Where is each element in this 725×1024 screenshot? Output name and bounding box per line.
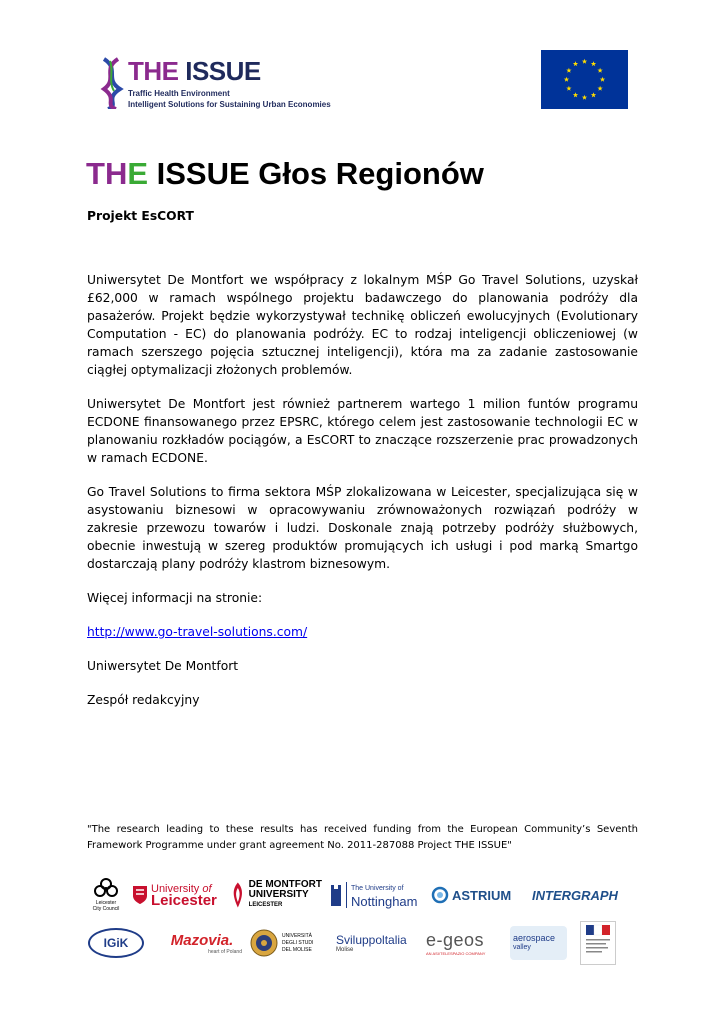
paragraph: Uniwersytet De Montfort jest również partnerem wartego 1 milion funtów programu ECDONE finansowanego przez EPSRC, którego celem jest zastosowanie technologii EC w planowaniu rozkładów pociągów, a EsCORT to znaczące rozszerzenie prac prowadzonych w ramach ECDONE. (87, 397, 638, 465)
eu-flag-icon (541, 50, 628, 109)
page-title: THE ISSUE Głos Regionów (86, 156, 484, 191)
castle-icon (330, 883, 342, 907)
logo-tagline-2: Intelligent Solutions for Sustaining Urban Economies (128, 100, 331, 109)
article-subtitle: Projekt EsCORT (87, 209, 194, 223)
intergraph-logo: INTERGRAPH (532, 887, 618, 903)
french-republic-logo (580, 920, 620, 966)
dna-helix-icon (100, 57, 124, 109)
logo-tagline-1: Traffic Health Environment (128, 89, 230, 98)
e-geos-logo: e-geos AN ASI/TELESPAZIO COMPANY (426, 930, 486, 956)
flower-emblem-icon (94, 878, 118, 900)
funding-footnote: "The research leading to these results has received funding from the European Community’s Seventh Framework Programme under grant agreement No. 2011-287088 Project THE ISSUE" (87, 824, 638, 851)
igik-logo: IGiK (88, 920, 144, 966)
orbit-icon (431, 886, 449, 904)
paragraph: Uniwersytet De Montfort we współpracy z lokalnym MŚP Go Travel Solutions, uzyskał £62,000 w ramach wspólnego projektu badawczego do planowania podróży dla pasażerów. Projekt będzie wykorzystywał technikę obliczeń ewolucyjnych (Evolutionary Computation - EC) do planowania podróży. EC to rodzaj inteligencji obliczeniowej (w ramach szerszego pojęcia sztucznej inteligencji), która ma za zadanie zastosowanie ciągłej optymalizacji złożonych problemów. (87, 273, 638, 377)
french-flag-icon (580, 921, 616, 965)
astrium-logo: ASTRIUM (431, 872, 517, 918)
sviluppo-italia-logo: Sviluppoltalia Molise (336, 933, 407, 953)
university-of-nottingham-logo: The University of Nottingham (330, 872, 422, 918)
shield-icon (132, 885, 148, 905)
signature-university: Uniwersytet De Montfort (87, 659, 239, 673)
seal-icon (250, 929, 278, 957)
article-body (87, 207, 638, 725)
mazovia-logo: Mazovia. heart of Poland (170, 931, 242, 955)
the-issue-logo (100, 55, 331, 115)
logo-title: THE ISSUE (128, 56, 261, 86)
flame-emblem-icon (230, 878, 246, 912)
paragraph: Go Travel Solutions to firma sektora MŚP zlokalizowana w Leicester, specjalizująca się w asystowaniu biznesowi w opracowywaniu zrównoważonych rozwiązań podróży w zakresie przewozu towarów i ludzi. Doskonale znają potrzeby podróży służbowych, obecnie inwestują w szereg produktów promujących ich usługi i pod marką Smartgo dostarczają plany podróży klastrom biznesowym. (87, 485, 638, 571)
de-montfort-university-logo: DE MONTFORT UNIVERSITY LEICESTER (230, 872, 322, 918)
leicester-city-council-logo: Leicester City Council (88, 872, 124, 918)
signature-team: Zespół redakcyjny (87, 693, 200, 707)
paragraph: Więcej informacji na stronie: (87, 591, 263, 605)
universita-molise-logo: UNIVERSITÀ DEGLI STUDI DEL MOLISE (250, 920, 330, 966)
aerospace-valley-logo: aerospace valley (510, 920, 568, 966)
university-of-leicester-logo: University of Leicester (132, 872, 224, 918)
website-link[interactable]: http://www.go-travel-solutions.com/ (87, 625, 308, 639)
